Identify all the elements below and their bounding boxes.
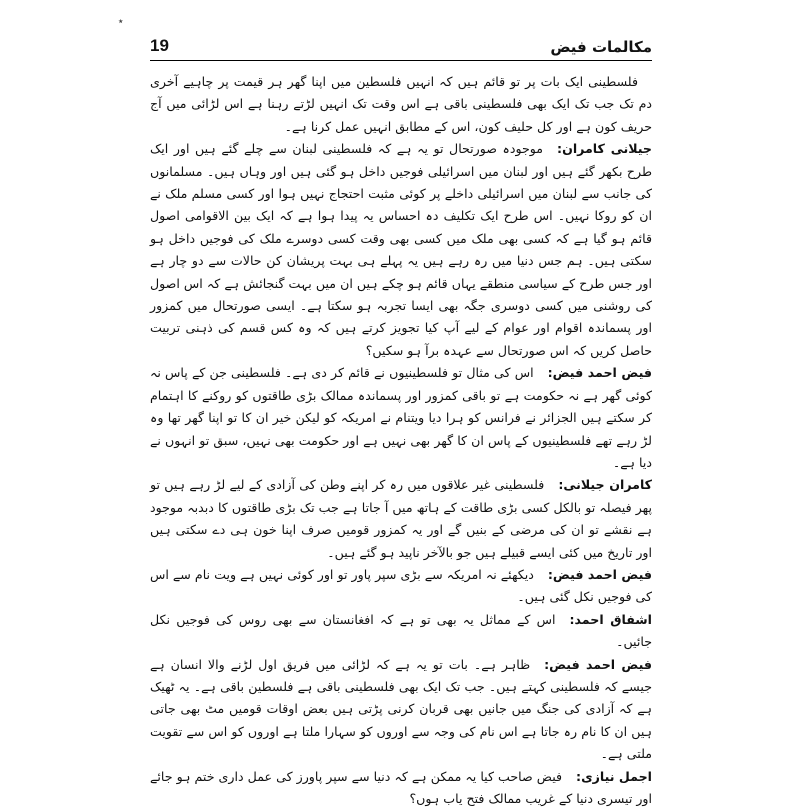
corner-mark: ٭ — [118, 16, 124, 27]
paragraph — [150, 766, 652, 810]
paragraph — [150, 564, 652, 609]
page-number: 19 — [150, 36, 169, 55]
paragraph-text: موجودہ صورتحال تو یہ ہے کہ فلسطینی لبنان سے چلے گئے ہیں اور ایک طرح بکھر گئے ہیں اور لبنان میں اسرائیلی فوجیں داخل ہو گئی ہیں اور وہاں ہیں۔ مسلمانوں کی جانب سے لبنان میں اسرائیلی داخلے پر کوئی مثبت احتجاج نہیں ہوا اور کسی مسلم ملک نے ان کو روکا نہیں۔ اس طرح ایک تکلیف دہ احساس یہ پیدا ہوا ہے کہ ایک بین الاقوامی اصول قائم ہو گیا ہے کہ کسی بھی ملک میں کسی بھی وقت کسی دوسرے ملک کی فوجیں داخل ہو سکتی ہیں۔ ہم جس دنیا میں رہ رہے ہیں یہ پہلے ہی بہت پریشان کن حالات سے دو چار ہے اور جس طرح کے سیاسی منطقے یہاں قائم ہو چکے ہیں ان میں بہت گنجائش ہے کہ اس اصول کی روشنی میں کسی دوسری جگہ بھی ایسا تجربہ ہو سکتا ہے۔ ایسی صورتحال میں کمزور اور پسماندہ اقوام اور عوام کے لیے آپ کیا تجویز کرتے ہیں کہ وہ کس قسم کی ذہنی تربیت حاصل کریں کہ اس صورتحال سے عہدہ برآ ہو سکیں؟ — [150, 141, 652, 358]
paragraph — [150, 138, 652, 362]
paragraph — [150, 362, 652, 474]
speaker-name: کامران جیلانی: — [558, 477, 653, 493]
running-title: مکالمات فیض — [550, 38, 652, 56]
paragraph-text: اس کی مثال تو فلسطینیوں نے قائم کر دی ہے۔ فلسطینی جن کے پاس نہ کوئی گھر ہے نہ حکومت ہے تو باقی کمزور اور پسماندہ ممالک بڑی طاقتوں کو روکنے کا اہتمام کر سکتے ہیں الجزائر نے فرانس کو ہرا دیا ویتنام نے امریکہ کو لیکن خیر ان کا تو اپنا گھر تھا وہ لڑ رہے تھے فلسطینیوں کے پاس ان کا گھر بھی نہیں ہے اور حکومت بھی نہیں، سبق تو انہوں نے دیا ہے۔ — [150, 365, 652, 470]
page-header — [150, 30, 652, 56]
page-body — [150, 71, 652, 810]
paragraph — [150, 474, 652, 564]
speaker-name: اجمل نیازی: — [576, 768, 652, 784]
speaker-name: جیلانی کامران: — [557, 141, 652, 157]
paragraph-text: اس کے مماثل یہ بھی تو ہے کہ افغانستان سے بھی روس کی فوجیں نکل جائیں۔ — [150, 611, 652, 650]
paragraph-text: فلسطینی ایک بات پر تو قائم ہیں کہ انہیں فلسطین میں اپنا گھر ہر قیمت پر چاہیے آخری دم تک جب تک ایک بھی فلسطینی باقی ہے اس وقت تک انہیں لڑتے رہنا ہے اس لڑائی میں آج حریف کون ہے اور کل حلیف کون، اس کے مطابق انہیں عمل کرنا ہے۔ — [150, 74, 652, 134]
paragraph-text: دیکھئے نہ امریکہ سے بڑی سپر پاور تو اور کوئی نہیں ہے ویت نام سے اس کی فوجیں نکل گئی ہیں۔ — [150, 566, 652, 605]
speaker-name: فیض احمد فیض: — [547, 365, 652, 381]
speaker-name: فیض احمد فیض: — [547, 566, 653, 582]
speaker-name: اشفاق احمد: — [569, 611, 652, 627]
speaker-name: فیض احمد فیض: — [544, 656, 652, 672]
paragraph-text: فیض صاحب کیا یہ ممکن ہے کہ دنیا سے سپر پاورز کی عمل داری ختم ہو جائے اور تیسری دنیا کے غریب ممالک فتح یاب ہوں؟ — [150, 768, 652, 806]
paragraph — [150, 609, 652, 654]
paragraph — [150, 71, 652, 138]
paragraph — [150, 654, 652, 766]
header-rule — [150, 60, 652, 61]
paragraph-text: ظاہر ہے۔ بات تو یہ ہے کہ لڑائی میں فریق اول لڑنے والا انسان ہے جیسے کہ فلسطینی کہتے ہیں۔ جب تک ایک بھی فلسطینی باقی ہے فلسطین باقی ہے۔ یہ ٹھیک ہے کہ آزادی کی جنگ میں جانیں بھی قربان کرنی پڑتی ہیں بعض اوقات قومیں مٹ بھی جاتی ہیں ان کا نام رہ جاتا ہے اس نام کی وجہ سے اوروں کو سہارا ملتا ہے اوروں کو اس سے تقویت ملتی ہے۔ — [150, 656, 652, 762]
paragraph-text: فلسطینی غیر علاقوں میں رہ کر اپنے وطن کی آزادی کے لیے لڑ رہے ہیں تو پھر فیصلہ تو بالکل کسی بڑی طاقت کے ہاتھ میں آ جاتا ہے جب تک بڑی طاقتوں کا دبدبہ موجود ہے نقشے تو ان کی مرضی کے بنیں گے اور یہ کمزور قومیں صرف اپنا خون ہی دے سکتی ہیں اور تاریخ میں کئی ایسے قبیلے ہیں جو بالآخر ناپید ہو گئے ہیں۔ — [150, 477, 652, 560]
